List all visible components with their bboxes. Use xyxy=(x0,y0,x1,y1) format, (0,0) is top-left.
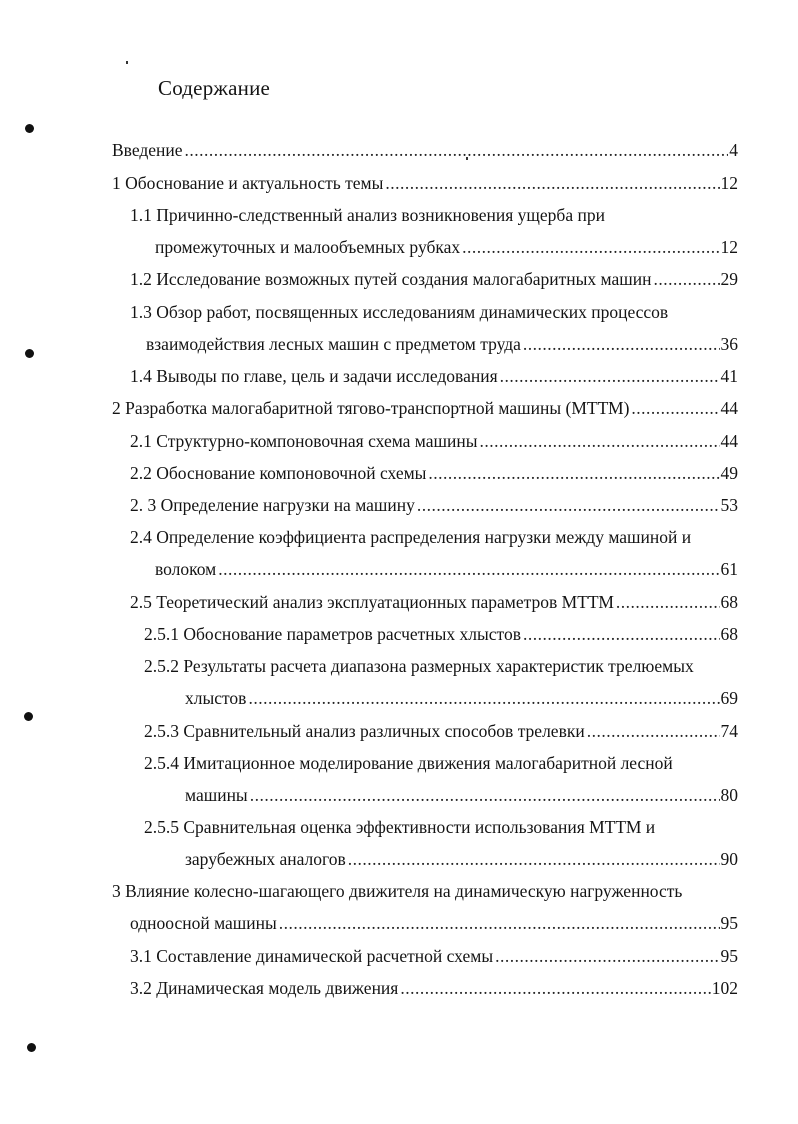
dot-leader xyxy=(218,559,719,580)
toc-entry-title: 1.1 Причинно-следственный анализ возникновения ущерба при xyxy=(130,205,605,225)
toc-entry[interactable] xyxy=(144,624,738,654)
toc-entry-title: 2.5.3 Сравнительный анализ различных способов трелевки xyxy=(144,721,585,741)
toc-entry[interactable] xyxy=(130,495,738,525)
toc-entry-continuation[interactable] xyxy=(130,913,738,943)
toc-entry[interactable] xyxy=(112,881,738,911)
dot-leader xyxy=(495,946,719,967)
scan-speck xyxy=(126,61,128,64)
toc-entry[interactable] xyxy=(144,753,738,783)
toc-entry-title: 2.1 Структурно-компоновочная схема машины xyxy=(130,431,478,451)
toc-entry-title: Введение xyxy=(112,140,183,160)
toc-entry-page: 44 xyxy=(720,431,738,451)
toc-entry-title: 1 Обоснование и актуальность темы xyxy=(112,173,384,193)
dot-leader xyxy=(417,495,720,516)
dot-leader xyxy=(185,140,729,161)
toc-entry-title: 2.5 Теоретический анализ эксплуатационных параметров МТТМ xyxy=(130,592,614,612)
toc-entry[interactable] xyxy=(112,398,738,428)
toc-entry[interactable] xyxy=(130,366,738,396)
toc-entry-title: 1.3 Обзор работ, посвященных исследованиям динамических процессов xyxy=(130,302,669,322)
toc-entry-page: 74 xyxy=(720,721,738,741)
toc-entry-title: 3 Влияние колесно-шагающего движителя на динамическую нагруженность xyxy=(112,881,683,901)
dot-leader xyxy=(653,269,719,290)
dot-leader xyxy=(279,913,720,934)
toc-entry-page: 41 xyxy=(720,366,738,386)
toc-entry-continuation[interactable] xyxy=(185,785,738,815)
toc-entry[interactable] xyxy=(130,431,738,461)
punch-hole-mark xyxy=(25,124,34,133)
toc-entry-title: хлыстов xyxy=(185,688,247,708)
dot-leader xyxy=(631,398,719,419)
toc-entry[interactable] xyxy=(130,205,738,235)
toc-entry[interactable] xyxy=(144,721,738,751)
toc-entry-title: машины xyxy=(185,785,248,805)
toc-entry-continuation[interactable] xyxy=(185,688,738,718)
toc-entry[interactable] xyxy=(130,946,738,976)
dot-leader xyxy=(248,688,719,709)
toc-entry[interactable] xyxy=(130,463,738,493)
dot-leader xyxy=(462,237,719,258)
toc-entry-page: 68 xyxy=(720,624,738,644)
dot-leader xyxy=(348,849,720,870)
toc-entry-page: 102 xyxy=(711,978,738,998)
toc-entry-title: 2.5.2 Результаты расчета диапазона размерных характеристик трелюемых xyxy=(144,656,694,676)
toc-entry-continuation[interactable] xyxy=(155,237,738,267)
toc-entry-continuation[interactable] xyxy=(155,559,738,589)
toc-entry-page: 95 xyxy=(720,913,738,933)
toc-entry-title: зарубежных аналогов xyxy=(185,849,346,869)
toc-entry-page: 90 xyxy=(720,849,738,869)
toc-entry-page: 95 xyxy=(720,946,738,966)
toc-entry-page: 4 xyxy=(729,140,738,160)
toc-entry-page: 12 xyxy=(720,173,738,193)
toc-entry-title: 2.5.4 Имитационное моделирование движения малогабаритной лесной xyxy=(144,753,673,773)
toc-entry-title: 2 Разработка малогабаритной тягово-транспортной машины (МТТМ) xyxy=(112,398,630,418)
punch-hole-mark xyxy=(24,712,33,721)
dot-leader xyxy=(616,592,720,613)
toc-title: Содержание xyxy=(158,76,271,100)
toc-entry-page: 69 xyxy=(720,688,738,708)
toc-entry-title: взаимодействия лесных машин с предметом труда xyxy=(146,334,521,354)
toc-entry-page: 36 xyxy=(720,334,738,354)
toc-entry[interactable] xyxy=(130,592,738,622)
toc-entry[interactable] xyxy=(112,173,738,203)
dot-leader xyxy=(480,431,720,452)
punch-hole-mark xyxy=(27,1043,36,1052)
toc-entry[interactable] xyxy=(112,140,738,170)
toc-entry-title: 2.5.5 Сравнительная оценка эффективности использования МТТМ и xyxy=(144,817,656,837)
toc-entry-page: 44 xyxy=(720,398,738,418)
toc-entry-page: 49 xyxy=(720,463,738,483)
toc-entry-page: 68 xyxy=(720,592,738,612)
dot-leader xyxy=(500,366,720,387)
toc-entry[interactable] xyxy=(130,269,738,299)
toc-entry-title: 3.1 Составление динамической расчетной схемы xyxy=(130,946,494,966)
dot-leader xyxy=(523,624,720,645)
toc-entry-title: одноосной машины xyxy=(130,913,277,933)
dot-leader xyxy=(400,978,710,999)
toc-entry-title: волоком xyxy=(155,559,217,579)
dot-leader xyxy=(250,785,720,806)
toc-entry[interactable] xyxy=(130,978,738,1008)
toc-entry-title: 1.4 Выводы по главе, цель и задачи исследования xyxy=(130,366,498,386)
toc-entry-page: 61 xyxy=(720,559,738,579)
toc-entry-title: 2. 3 Определение нагрузки на машину xyxy=(130,495,415,515)
toc-entry[interactable] xyxy=(144,656,738,686)
toc-entry[interactable] xyxy=(130,527,738,557)
toc-entry-title: 1.2 Исследование возможных путей создания малогабаритных машин xyxy=(130,269,652,289)
toc-entry-continuation[interactable] xyxy=(185,849,738,879)
toc-entry-page: 12 xyxy=(720,237,738,257)
toc-entry-title: 2.2 Обоснование компоновочной схемы xyxy=(130,463,427,483)
dot-leader xyxy=(385,173,719,194)
toc-entry-title: 3.2 Динамическая модель движения xyxy=(130,978,399,998)
dot-leader xyxy=(428,463,719,484)
toc-entry-continuation[interactable] xyxy=(146,334,738,364)
toc-entry-page: 29 xyxy=(720,269,738,289)
dot-leader xyxy=(587,721,720,742)
toc-entry-page: 80 xyxy=(720,785,738,805)
toc-entry[interactable] xyxy=(130,302,738,332)
toc-entry-page: 53 xyxy=(720,495,738,515)
toc-entry-title: 2.4 Определение коэффициента распределения нагрузки между машиной и xyxy=(130,527,692,547)
dot-leader xyxy=(523,334,720,355)
toc-entry-title: промежуточных и малообъемных рубках xyxy=(155,237,461,257)
punch-hole-mark xyxy=(25,349,34,358)
toc-entry-title: 2.5.1 Обоснование параметров расчетных хлыстов xyxy=(144,624,521,644)
toc-entry[interactable] xyxy=(144,817,738,847)
